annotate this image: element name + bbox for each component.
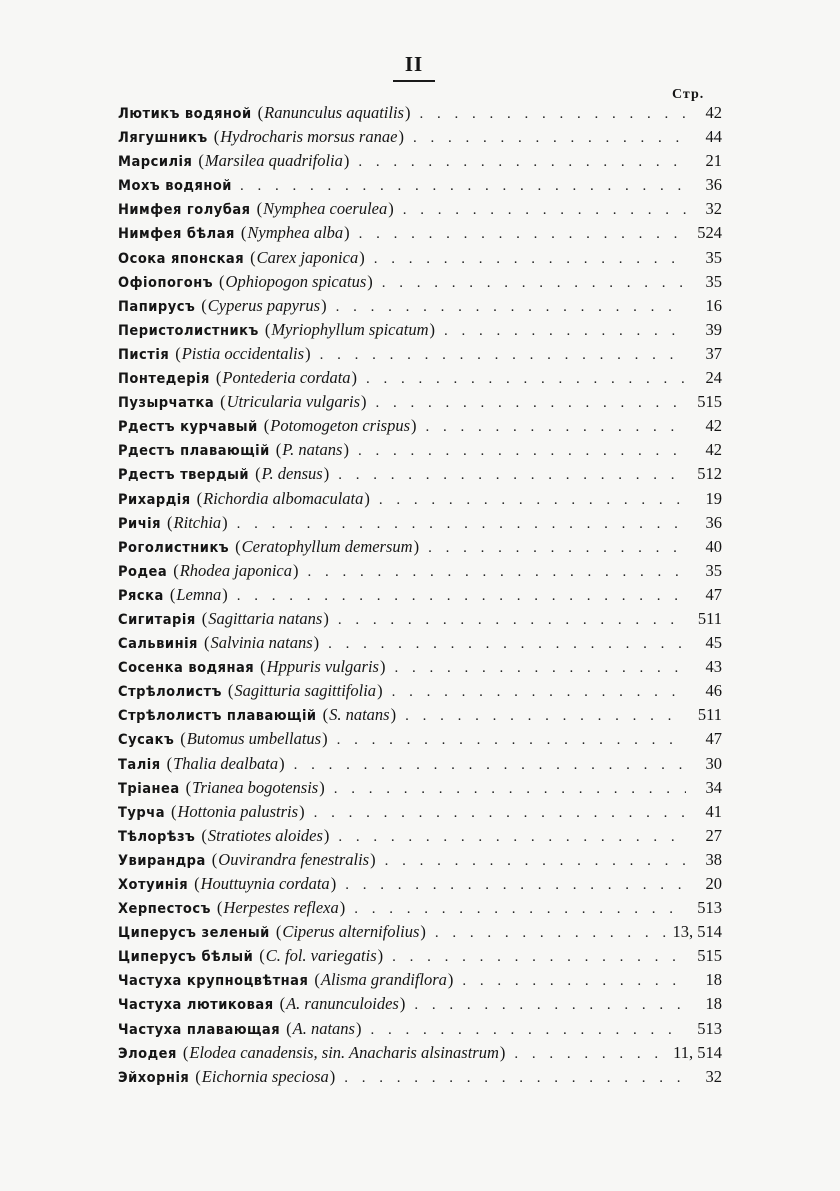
entry-latin-name: Richordia albomaculata <box>203 488 364 508</box>
entry-russian-name: Циперусъ зеленый <box>118 925 270 942</box>
open-paren: ( <box>196 488 203 508</box>
open-paren: ( <box>195 1066 201 1086</box>
dot-leader <box>403 202 686 219</box>
entry-russian-name: Стрѣлолистъ <box>118 684 222 701</box>
index-entry <box>118 1067 722 1091</box>
entry-russian-name: Мохъ водяной <box>118 178 232 195</box>
index-entry <box>118 1019 722 1043</box>
entry-latin-name: Herpestes reflexa <box>223 898 339 918</box>
close-paren: ) <box>420 922 426 942</box>
open-paren: ( <box>259 946 265 966</box>
close-paren: ) <box>293 560 299 580</box>
index-entry <box>118 199 722 223</box>
entry-latin-name: Houttuynia cordata <box>200 874 330 893</box>
entry-page-number: 42 <box>705 440 722 460</box>
open-paren: ( <box>198 151 204 171</box>
close-paren: ) <box>447 970 454 990</box>
dot-leader <box>345 877 686 894</box>
entry-page-number: 11, 514 <box>673 1042 722 1062</box>
entry-page-number: 21 <box>705 151 722 171</box>
close-paren: ) <box>379 657 386 677</box>
dot-leader <box>359 226 686 243</box>
dot-leader <box>428 540 686 557</box>
entry-page-number: 512 <box>697 464 722 484</box>
entry-russian-name: Рдестъ твердый <box>118 467 250 484</box>
entry-page-number: 24 <box>705 368 722 388</box>
close-paren: ) <box>339 898 346 918</box>
open-paren: ( <box>275 922 282 942</box>
close-paren: ) <box>222 584 228 604</box>
index-entry <box>118 175 722 199</box>
entry-page-number: 34 <box>705 777 722 797</box>
entry-latin-name: Salvinia natans <box>210 633 313 653</box>
close-paren: ) <box>344 223 350 243</box>
open-paren: ( <box>203 633 210 653</box>
open-paren: ( <box>169 584 176 604</box>
entry-russian-name: Херпестосъ <box>118 901 211 918</box>
dot-leader <box>358 154 686 171</box>
entry-latin-name: Cyperus papyrus <box>207 295 321 315</box>
index-entry <box>118 826 722 850</box>
close-paren: ) <box>411 416 417 436</box>
entry-russian-name: Нимфея голубая <box>118 202 251 219</box>
entry-russian-name: Папирусъ <box>118 298 196 315</box>
entry-latin-name: Eichornia speciosa <box>201 1066 329 1086</box>
open-paren: ( <box>201 295 207 315</box>
open-paren: ( <box>201 608 208 628</box>
entry-russian-name: Сальвинія <box>118 636 198 653</box>
entry-russian-name: Офіопогонъ <box>118 274 214 291</box>
entry-latin-name: Trianea bogotensis <box>192 777 319 797</box>
index-entry <box>118 850 722 874</box>
dot-leader <box>328 636 686 653</box>
dot-leader <box>314 805 686 822</box>
entry-page-number: 36 <box>705 512 722 532</box>
index-entry <box>118 103 722 127</box>
open-paren: ( <box>279 994 286 1014</box>
open-paren: ( <box>322 705 329 725</box>
entry-russian-name: Осока японская <box>118 250 245 267</box>
entry-russian-name: Элодея <box>118 1045 177 1062</box>
dot-leader <box>344 1070 686 1087</box>
entry-russian-name: Рдестъ курчавый <box>118 419 258 436</box>
dot-leader <box>385 853 686 870</box>
close-paren: ) <box>355 1018 362 1038</box>
dot-leader <box>379 492 686 509</box>
entry-latin-name: Pontederia cordata <box>222 368 351 388</box>
index-entry <box>118 778 722 802</box>
entry-russian-name: Лютикъ водяной <box>118 106 252 122</box>
entry-russian-name: Рдестъ плавающій <box>118 443 270 460</box>
entry-russian-name: Марсилія <box>118 154 193 171</box>
entry-latin-name: Lemna <box>176 584 222 604</box>
entry-latin-name: C. fol. variegatis <box>265 946 377 966</box>
open-paren: ( <box>215 368 222 388</box>
index-entry <box>118 633 722 657</box>
entry-russian-name: Понтедерія <box>118 371 210 388</box>
dot-leader <box>382 275 686 292</box>
entry-latin-name: S. natans <box>329 705 390 725</box>
entry-latin-name: Alisma grandiflora <box>320 970 447 990</box>
entry-page-number: 515 <box>697 392 722 412</box>
entry-russian-name: Пузырчатка <box>118 395 215 412</box>
open-paren: ( <box>314 970 320 990</box>
entry-latin-name: A. natans <box>292 1018 355 1038</box>
entry-russian-name: Пистія <box>118 346 170 363</box>
open-paren: ( <box>175 343 181 363</box>
dot-leader <box>394 660 686 677</box>
dot-leader <box>370 1022 686 1039</box>
entry-page-number: 30 <box>705 753 722 773</box>
entry-page-number: 43 <box>705 657 722 677</box>
index-entry <box>118 1043 722 1067</box>
close-paren: ) <box>322 729 328 749</box>
entry-russian-name: Родеа <box>118 563 168 580</box>
close-paren: ) <box>321 295 327 315</box>
close-paren: ) <box>330 874 337 893</box>
page-column-header: Стр. <box>672 87 705 102</box>
entry-russian-name: Частуха плавающая <box>118 1021 281 1038</box>
entry-page-number: 513 <box>697 1018 722 1038</box>
open-paren: ( <box>286 1018 292 1038</box>
close-paren: ) <box>413 536 420 556</box>
entry-page-number: 18 <box>705 970 722 990</box>
entry-latin-name: Utricularia vulgaris <box>226 392 361 412</box>
index-entry <box>118 248 722 272</box>
entry-russian-name: Рихардія <box>118 491 191 508</box>
index-entry <box>118 489 722 513</box>
entry-page-number: 513 <box>697 898 722 918</box>
entry-russian-name: Перистолистникъ <box>118 322 259 339</box>
entry-page-number: 32 <box>705 1066 722 1086</box>
entry-latin-name: P. densus <box>261 464 323 484</box>
entry-russian-name: Стрѣлолистъ плавающій <box>118 708 317 725</box>
entry-latin-name: Ouvirandra fenestralis <box>218 849 370 869</box>
close-paren: ) <box>377 681 383 701</box>
entry-page-number: 35 <box>705 271 722 291</box>
open-paren: ( <box>264 319 271 339</box>
index-entry <box>118 922 722 946</box>
page-number-rule <box>393 80 435 82</box>
close-paren: ) <box>364 488 370 508</box>
entry-latin-name: Sagitturia sagittifolia <box>234 681 377 701</box>
index-entry <box>118 223 722 247</box>
entry-page-number: 41 <box>705 801 722 821</box>
open-paren: ( <box>182 1042 189 1062</box>
close-paren: ) <box>299 801 305 821</box>
index-entry <box>118 368 722 392</box>
close-paren: ) <box>377 946 384 966</box>
close-paren: ) <box>351 368 358 388</box>
dot-leader <box>444 323 686 340</box>
dot-leader <box>354 901 686 918</box>
open-paren: ( <box>260 657 266 677</box>
entry-russian-name: Хотуинія <box>118 877 189 893</box>
index-entry <box>118 272 722 296</box>
index-entry <box>118 513 722 537</box>
open-paren: ( <box>171 801 177 821</box>
entry-page-number: 36 <box>705 175 722 195</box>
dot-leader <box>320 347 686 364</box>
index-entry <box>118 946 722 970</box>
entry-page-number: 515 <box>697 946 722 966</box>
open-paren: ( <box>250 247 256 267</box>
page-number: II <box>404 52 424 76</box>
close-paren: ) <box>305 343 311 363</box>
close-paren: ) <box>370 849 376 869</box>
entry-latin-name: Nymphea coerulea <box>263 199 388 219</box>
entry-russian-name: Эйхорнія <box>118 1069 190 1086</box>
dot-leader <box>336 299 686 316</box>
dot-leader <box>462 973 686 990</box>
open-paren: ( <box>201 825 207 845</box>
dot-leader <box>413 130 686 147</box>
dot-leader <box>237 588 686 605</box>
open-paren: ( <box>194 874 200 893</box>
index-entry <box>118 416 722 440</box>
open-paren: ( <box>219 271 225 291</box>
entry-latin-name: Ciperus alternifolius <box>282 922 420 942</box>
index-entry <box>118 705 722 729</box>
entry-russian-name: Турча <box>118 804 165 821</box>
entry-page-number: 35 <box>705 247 722 267</box>
entry-russian-name: Роголистникъ <box>118 539 230 556</box>
open-paren: ( <box>227 681 234 701</box>
dot-leader <box>366 371 686 388</box>
close-paren: ) <box>388 199 394 219</box>
entry-russian-name: Тѣлорѣзъ <box>118 828 196 845</box>
entry-latin-name: A. ranunculoides <box>286 994 399 1014</box>
index-list <box>118 103 722 1091</box>
index-entry <box>118 681 722 705</box>
entry-russian-name: Тріанеа <box>118 780 180 797</box>
close-paren: ) <box>399 994 406 1014</box>
entry-page-number: 45 <box>705 633 722 653</box>
index-entry <box>118 296 722 320</box>
close-paren: ) <box>361 392 367 412</box>
entry-page-number: 16 <box>705 295 722 315</box>
index-entry <box>118 537 722 561</box>
entry-page-number: 524 <box>697 223 722 243</box>
open-paren: ( <box>255 464 261 484</box>
dot-leader <box>358 443 686 460</box>
entry-page-number: 27 <box>705 825 722 845</box>
open-paren: ( <box>263 416 270 436</box>
entry-russian-name: Сосенка водяная <box>118 660 255 677</box>
close-paren: ) <box>404 103 411 122</box>
dot-leader <box>337 732 686 749</box>
dot-leader <box>414 997 686 1014</box>
index-entry <box>118 464 722 488</box>
open-paren: ( <box>166 753 173 773</box>
index-entry <box>118 898 722 922</box>
entry-latin-name: Pistia occidentalis <box>181 343 305 363</box>
entry-page-number: 40 <box>705 536 722 556</box>
entry-latin-name: Hottonia palustris <box>177 801 299 821</box>
entry-latin-name: P. natans <box>282 440 343 460</box>
open-paren: ( <box>235 536 241 556</box>
entry-page-number: 20 <box>705 874 722 893</box>
open-paren: ( <box>211 849 218 869</box>
entry-russian-name: Частуха крупноцвѣтная <box>118 973 309 990</box>
close-paren: ) <box>329 1066 336 1086</box>
index-entry <box>118 729 722 753</box>
entry-page-number: 511 <box>697 608 722 628</box>
open-paren: ( <box>180 729 186 749</box>
close-paren: ) <box>313 633 320 653</box>
entry-page-number: 47 <box>705 584 722 604</box>
close-paren: ) <box>323 464 330 484</box>
entry-page-number: 18 <box>705 994 722 1014</box>
dot-leader <box>338 467 686 484</box>
entry-page-number: 32 <box>705 199 722 219</box>
entry-latin-name: Ceratophyllum demersum <box>241 536 413 556</box>
index-entry <box>118 874 722 898</box>
entry-latin-name: Hydrocharis morsus ranae <box>220 127 398 147</box>
entry-latin-name: Stratiotes aloides <box>207 825 323 845</box>
entry-latin-name: Marsilea quadrifolia <box>204 151 343 171</box>
open-paren: ( <box>275 440 282 460</box>
entry-latin-name: Ritchia <box>173 512 222 532</box>
entry-latin-name: Hppuris vulgaris <box>266 657 379 677</box>
entry-russian-name: Ричія <box>118 515 161 532</box>
index-entry <box>118 127 722 151</box>
entry-page-number: 511 <box>697 705 722 725</box>
close-paren: ) <box>343 151 350 171</box>
open-paren: ( <box>220 392 226 412</box>
index-entry <box>118 754 722 778</box>
entry-page-number: 19 <box>705 488 722 508</box>
entry-latin-name: Rhodea japonica <box>179 560 292 580</box>
open-paren: ( <box>240 223 247 243</box>
dot-leader <box>240 178 686 195</box>
dot-leader <box>338 829 686 846</box>
entry-russian-name: Сигитарія <box>118 611 196 628</box>
index-entry <box>118 802 722 826</box>
dot-leader <box>405 708 686 725</box>
close-paren: ) <box>222 512 228 532</box>
entry-latin-name: Ranunculus aquatilis <box>264 103 404 122</box>
index-entry <box>118 970 722 994</box>
index-entry <box>118 609 722 633</box>
open-paren: ( <box>185 777 192 797</box>
entry-russian-name: Ряска <box>118 587 164 604</box>
entry-latin-name: Carex japonica <box>256 247 359 267</box>
index-entry <box>118 320 722 344</box>
close-paren: ) <box>499 1042 506 1062</box>
entry-russian-name: Нимфея бѣлая <box>118 226 235 243</box>
entry-latin-name: Elodea canadensis, sin. Anacharis alsinastrum <box>189 1042 499 1062</box>
entry-latin-name: Thalia dealbata <box>173 753 279 773</box>
index-entry <box>118 561 722 585</box>
entry-russian-name: Лягушникъ <box>118 130 208 147</box>
close-paren: ) <box>323 608 329 628</box>
entry-latin-name: Butomus umbellatus <box>186 729 322 749</box>
entry-page-number: 44 <box>705 127 722 147</box>
entry-page-number: 13, 514 <box>672 922 722 942</box>
close-paren: ) <box>319 777 325 797</box>
close-paren: ) <box>367 271 373 291</box>
index-entry <box>118 657 722 681</box>
entry-russian-name: Талія <box>118 756 161 773</box>
entry-latin-name: Ophiopogon spicatus <box>225 271 367 291</box>
close-paren: ) <box>390 705 397 725</box>
dot-leader <box>435 925 667 942</box>
entry-page-number: 42 <box>705 103 722 122</box>
entry-latin-name: Nymphea alba <box>247 223 344 243</box>
open-paren: ( <box>216 898 223 918</box>
open-paren: ( <box>213 127 220 147</box>
entry-page-number: 39 <box>705 319 722 339</box>
close-paren: ) <box>398 127 404 147</box>
close-paren: ) <box>343 440 349 460</box>
entry-page-number: 38 <box>705 849 722 869</box>
dot-leader <box>374 251 686 268</box>
open-paren: ( <box>173 560 179 580</box>
dot-leader <box>308 564 687 581</box>
index-entry <box>118 440 722 464</box>
dot-leader <box>426 419 686 436</box>
entry-russian-name: Частуха лютиковая <box>118 997 274 1014</box>
entry-page-number: 46 <box>705 681 722 701</box>
index-entry <box>118 392 722 416</box>
dot-leader <box>419 106 686 123</box>
entry-page-number: 35 <box>705 560 722 580</box>
close-paren: ) <box>359 247 365 267</box>
dot-leader <box>392 949 686 966</box>
entry-page-number: 47 <box>705 729 722 749</box>
open-paren: ( <box>257 103 264 122</box>
index-entry <box>118 585 722 609</box>
dot-leader <box>294 757 686 774</box>
dot-leader <box>338 612 686 629</box>
entry-russian-name: Циперусъ бѣлый <box>118 949 254 966</box>
entry-page-number: 37 <box>705 343 722 363</box>
index-entry <box>118 151 722 175</box>
dot-leader <box>334 781 686 798</box>
entry-russian-name: Сусакъ <box>118 732 175 749</box>
open-paren: ( <box>167 512 173 532</box>
close-paren: ) <box>279 753 285 773</box>
entry-latin-name: Myriophyllum spicatum <box>271 319 429 339</box>
entry-latin-name: Potomogeton crispus <box>270 416 411 436</box>
dot-leader <box>237 516 686 533</box>
close-paren: ) <box>429 319 435 339</box>
dot-leader <box>376 395 686 412</box>
close-paren: ) <box>323 825 330 845</box>
entry-latin-name: Sagittaria natans <box>208 608 323 628</box>
open-paren: ( <box>256 199 263 219</box>
dot-leader <box>392 684 686 701</box>
index-entry <box>118 344 722 368</box>
entry-russian-name: Увирандра <box>118 852 206 869</box>
dot-leader <box>514 1046 667 1063</box>
index-entry <box>118 994 722 1018</box>
entry-page-number: 42 <box>705 416 722 436</box>
